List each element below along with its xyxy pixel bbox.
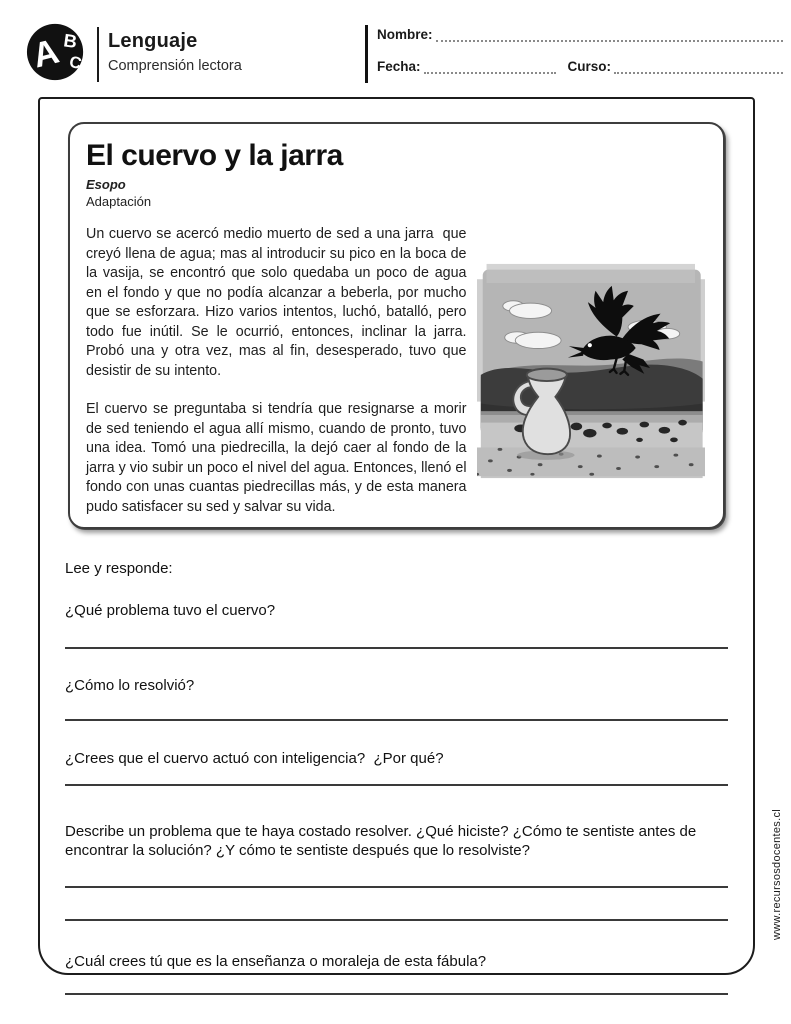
question-4-text: Describe un problema que te haya costado resolver. ¿Qué hiciste? ¿Cómo te sentiste antes de encontrar la solución? ¿Y cómo te sentiste después que lo resolviste? (65, 823, 701, 859)
story-title: El cuervo y la jarra (86, 139, 343, 172)
question-2-text: ¿Cómo lo resolvió? (65, 677, 195, 694)
story-card (68, 122, 725, 529)
question-3-answer-line (65, 784, 728, 786)
name-label: Nombre: (377, 27, 433, 42)
student-fields (365, 25, 783, 83)
course-write-line (614, 59, 783, 74)
questions-section (65, 560, 728, 995)
name-write-line (436, 27, 783, 42)
date-label: Fecha: (377, 59, 421, 74)
question-4 (65, 822, 728, 921)
question-2-answer-line (65, 719, 728, 721)
story-adaptation-label: Adaptación (86, 194, 152, 209)
story-paragraph-2: El cuervo se preguntaba si tendría que resignarse a morir de sed teniendo el agua allí mismo, cuando de pronto, tuvo una idea. Tomó una piedrecilla, la dejó caer al fondo de la jarra y vio subir un poco el nivel del agua. Entonces, llenó el fondo con unas cuantas piedrecillas más, y de esta manera pudo satisfacer su sed y salvar su vida. (86, 401, 471, 515)
brand-divider (97, 27, 99, 82)
story-illustration (477, 225, 706, 517)
subject-subtitle: Comprensión lectora (108, 58, 242, 74)
course-label: Curso: (567, 59, 612, 74)
story-text (86, 225, 475, 517)
question-3 (65, 749, 728, 786)
header (0, 0, 791, 95)
questions-intro: Lee y responde: (65, 560, 173, 577)
date-write-line (424, 59, 556, 74)
question-5-text: ¿Cuál crees tú que es la enseñanza o moraleja de esta fábula? (65, 953, 487, 970)
logo-letter-a: A (28, 31, 63, 76)
question-1-answer-line (65, 647, 728, 649)
subject-title: Lenguaje (108, 30, 198, 52)
ground (477, 411, 706, 478)
website-credit: www.recursosdocentes.cl (771, 808, 783, 940)
question-1-text: ¿Qué problema tuvo el cuervo? (65, 602, 276, 619)
logo-letter-b: B (62, 29, 79, 53)
logo-letter-c: C (67, 52, 83, 73)
question-4-answer-line-2 (65, 919, 728, 921)
question-1 (65, 601, 728, 649)
fields-divider-bar (365, 25, 368, 83)
question-3-text: ¿Crees que el cuervo actuó con inteligencia? ¿Por qué? (65, 750, 444, 767)
story-author: Esopo (86, 177, 126, 192)
question-5 (65, 952, 728, 995)
question-4-answer-line-1 (65, 886, 728, 888)
question-2 (65, 676, 728, 721)
question-5-answer-line (65, 993, 728, 995)
abc-logo-icon (25, 21, 87, 83)
story-paragraph-1: Un cuervo se acercó medio muerto de sed a una jarra que creyó llena de agua; mas al introducir su pico en la boca de la vasija, se encontró que solo quedaba un poco de agua en el fondo y que no podía alcanzar a beberla, por mucho que se esforzara. Hizo varios intentos, luchó, batalló, pero todo fue inútil. Se le ocurrió, entonces, inclinar la jarra. Probó una y otra vez, mas al fin, desesperado, tuvo que desistir de su intento. (86, 226, 475, 379)
